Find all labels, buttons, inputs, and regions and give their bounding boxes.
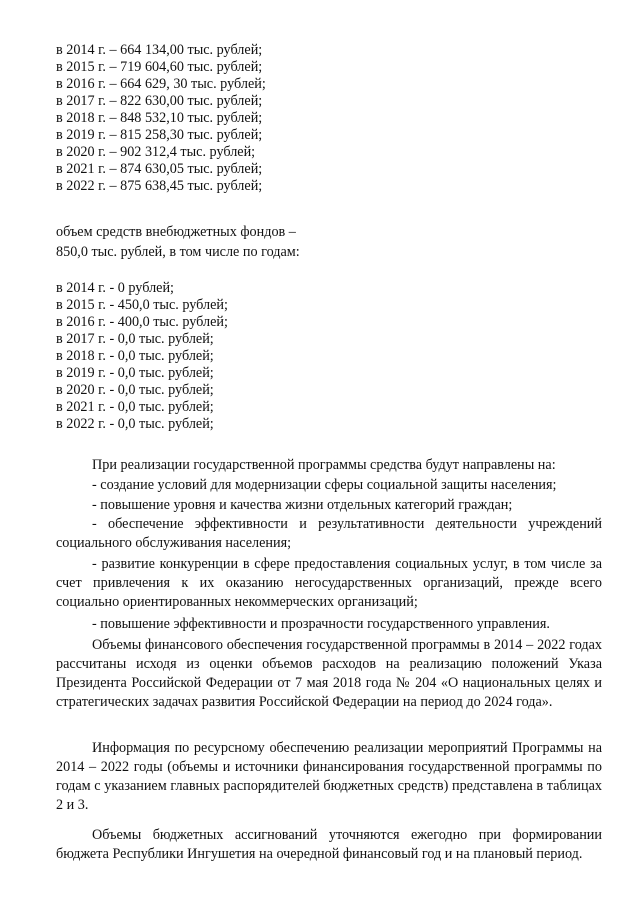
budget-year-item: в 2021 г. – 874 630,05 тыс. рублей; [56,161,263,177]
resource-info-paragraph: Информация по ресурсному обеспечению реализации мероприятий Программы на 2014 – 2022 годы (объемы и источники финансирования государственной программы по годам с указанием главных распорядителей бюджетных средств) представлена в таблицах 2 и 3. [56,740,602,813]
extrabudget-year-item: в 2021 г. - 0,0 тыс. рублей; [56,399,214,415]
direction-item-4: - развитие конкуренции в сфере предоставления социальных услуг, в том числе за счет привлечения к их оказанию негосударственных организаций, прежде всего социально ориентированных некоммерческих организаций; [56,556,602,610]
extrabudget-year-item: в 2020 г. - 0,0 тыс. рублей; [56,382,214,398]
budget-by-year-list [56,42,266,195]
budget-year-item: в 2018 г. – 848 532,10 тыс. рублей; [56,110,263,126]
extrabudget-intro-line-2: 850,0 тыс. рублей, в том числе по годам: [56,244,300,260]
direction-item-1: - создание условий для модернизации сферы социальной защиты населения; [92,477,557,493]
volumes-paragraph: Объемы финансового обеспечения государственной программы в 2014 – 2022 годах рассчитаны исходя из оценки объемов расходов на реализацию положений Указа Президента Российской Федерации от 7 мая 2018 года № 204 «О национальных целях и стратегических задачах развития Российской Федерации на период до 2024 года». [56,637,602,710]
extrabudget-year-item: в 2018 г. - 0,0 тыс. рублей; [56,348,214,364]
direction-item-2: - повышение уровня и качества жизни отдельных категорий граждан; [92,497,513,513]
extrabudget-year-item: в 2016 г. - 400,0 тыс. рублей; [56,314,228,330]
extrabudget-year-item: в 2014 г. - 0 рублей; [56,280,174,296]
budget-year-item: в 2017 г. – 822 630,00 тыс. рублей; [56,93,263,109]
budget-allocation-paragraph: Объемы бюджетных ассигнований уточняются ежегодно при формировании бюджета Республики Ингушетия на очередной финансовый год и на плановый период. [56,827,602,862]
budget-year-item: в 2014 г. – 664 134,00 тыс. рублей; [56,42,263,58]
extrabudget-year-item: в 2015 г. - 450,0 тыс. рублей; [56,297,228,313]
budget-year-item: в 2016 г. – 664 629, 30 тыс. рублей; [56,76,266,92]
budget-year-item: в 2020 г. – 902 312,4 тыс. рублей; [56,144,256,160]
budget-year-item: в 2022 г. – 875 638,45 тыс. рублей; [56,178,263,194]
directions-intro: При реализации государственной программы средства будут направлены на: [92,457,556,473]
extrabudget-year-item: в 2022 г. - 0,0 тыс. рублей; [56,416,214,432]
direction-item-3: - обеспечение эффективности и результативности деятельности учреждений социального обслуживания населения; [56,516,602,551]
extrabudget-intro-line-1: объем средств внебюджетных фондов – [56,224,296,240]
budget-year-item: в 2015 г. – 719 604,60 тыс. рублей; [56,59,263,75]
extrabudget-year-item: в 2019 г. - 0,0 тыс. рублей; [56,365,214,381]
extrabudget-by-year-list [56,280,228,433]
extrabudget-year-item: в 2017 г. - 0,0 тыс. рублей; [56,331,214,347]
direction-item-5: - повышение эффективности и прозрачности государственного управления. [92,616,550,632]
budget-year-item: в 2019 г. – 815 258,30 тыс. рублей; [56,127,263,143]
